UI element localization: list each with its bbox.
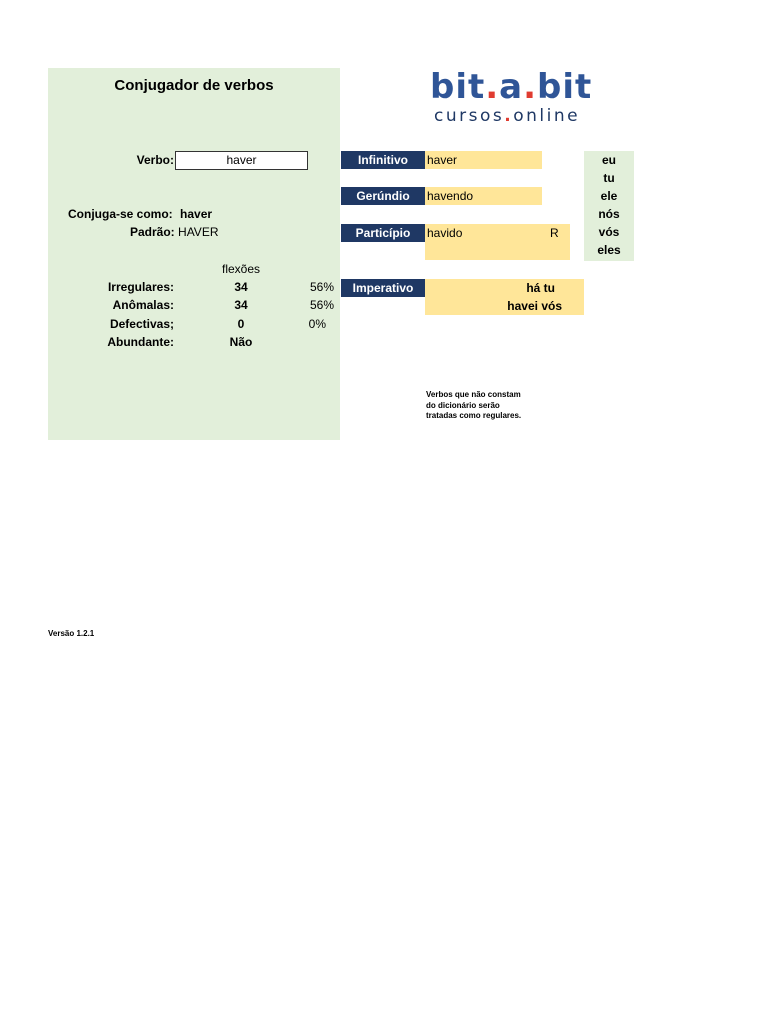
person-label: nós	[598, 207, 620, 221]
imperativo-value: há tu	[526, 281, 555, 295]
logo-subtitle: cursos.online	[434, 106, 581, 126]
verbo-label: Verbo:	[136, 153, 174, 167]
note-line: do dicionário serão	[426, 400, 500, 410]
stat-pct: 56%	[309, 298, 334, 312]
verbo-input[interactable]: haver	[175, 151, 308, 170]
bitabit-logo	[430, 68, 600, 126]
conjuga-value: haver	[180, 207, 213, 221]
gerundio-value: havendo	[425, 187, 542, 205]
conjuga-label: Conjuga-se como:	[68, 207, 173, 221]
panel-title: Conjugador de verbos	[114, 77, 274, 94]
person-label: ele	[600, 189, 618, 203]
note-line: Verbos que não constam	[426, 390, 521, 399]
padrao-row	[130, 225, 218, 239]
stat-label: Irregulares:	[107, 280, 174, 294]
stat-count: 34	[234, 298, 248, 312]
gerundio-label: Gerúndio	[341, 187, 425, 205]
stat-count: 0	[237, 317, 245, 331]
stat-count: Não	[229, 335, 253, 349]
padrao-value: HAVER	[178, 225, 219, 239]
participio-value: havido	[427, 226, 463, 240]
participio-flag: R	[550, 226, 559, 240]
infinitivo-value: haver	[425, 151, 542, 169]
stat-pct: 0%	[308, 317, 326, 331]
person-label: eu	[601, 153, 616, 167]
imperativo-label: Imperativo	[341, 279, 425, 297]
person-label: vós	[598, 225, 620, 239]
stat-label: Abundante:	[107, 335, 174, 349]
person-label: eles	[597, 243, 621, 257]
version-label: Versão 1.2.1	[48, 629, 95, 638]
participio-label: Particípio	[341, 224, 425, 242]
stat-count: 34	[234, 280, 248, 294]
stat-label: Defectivas;	[109, 317, 174, 331]
note-line: tratadas como regulares.	[426, 411, 522, 420]
infinitivo-label: Infinitivo	[341, 151, 425, 169]
flexoes-header: flexões	[221, 262, 261, 276]
dictionary-note	[426, 390, 576, 422]
conjugator-panel	[48, 68, 340, 440]
imperativo-value: havei vós	[507, 299, 562, 313]
stat-pct: 56%	[309, 280, 334, 294]
conjuga-row	[68, 207, 212, 221]
person-label: tu	[603, 171, 615, 185]
padrao-label: Padrão:	[130, 225, 175, 239]
stat-label: Anômalas:	[112, 298, 174, 312]
logo-wordmark: bit.a.bit	[430, 67, 593, 107]
